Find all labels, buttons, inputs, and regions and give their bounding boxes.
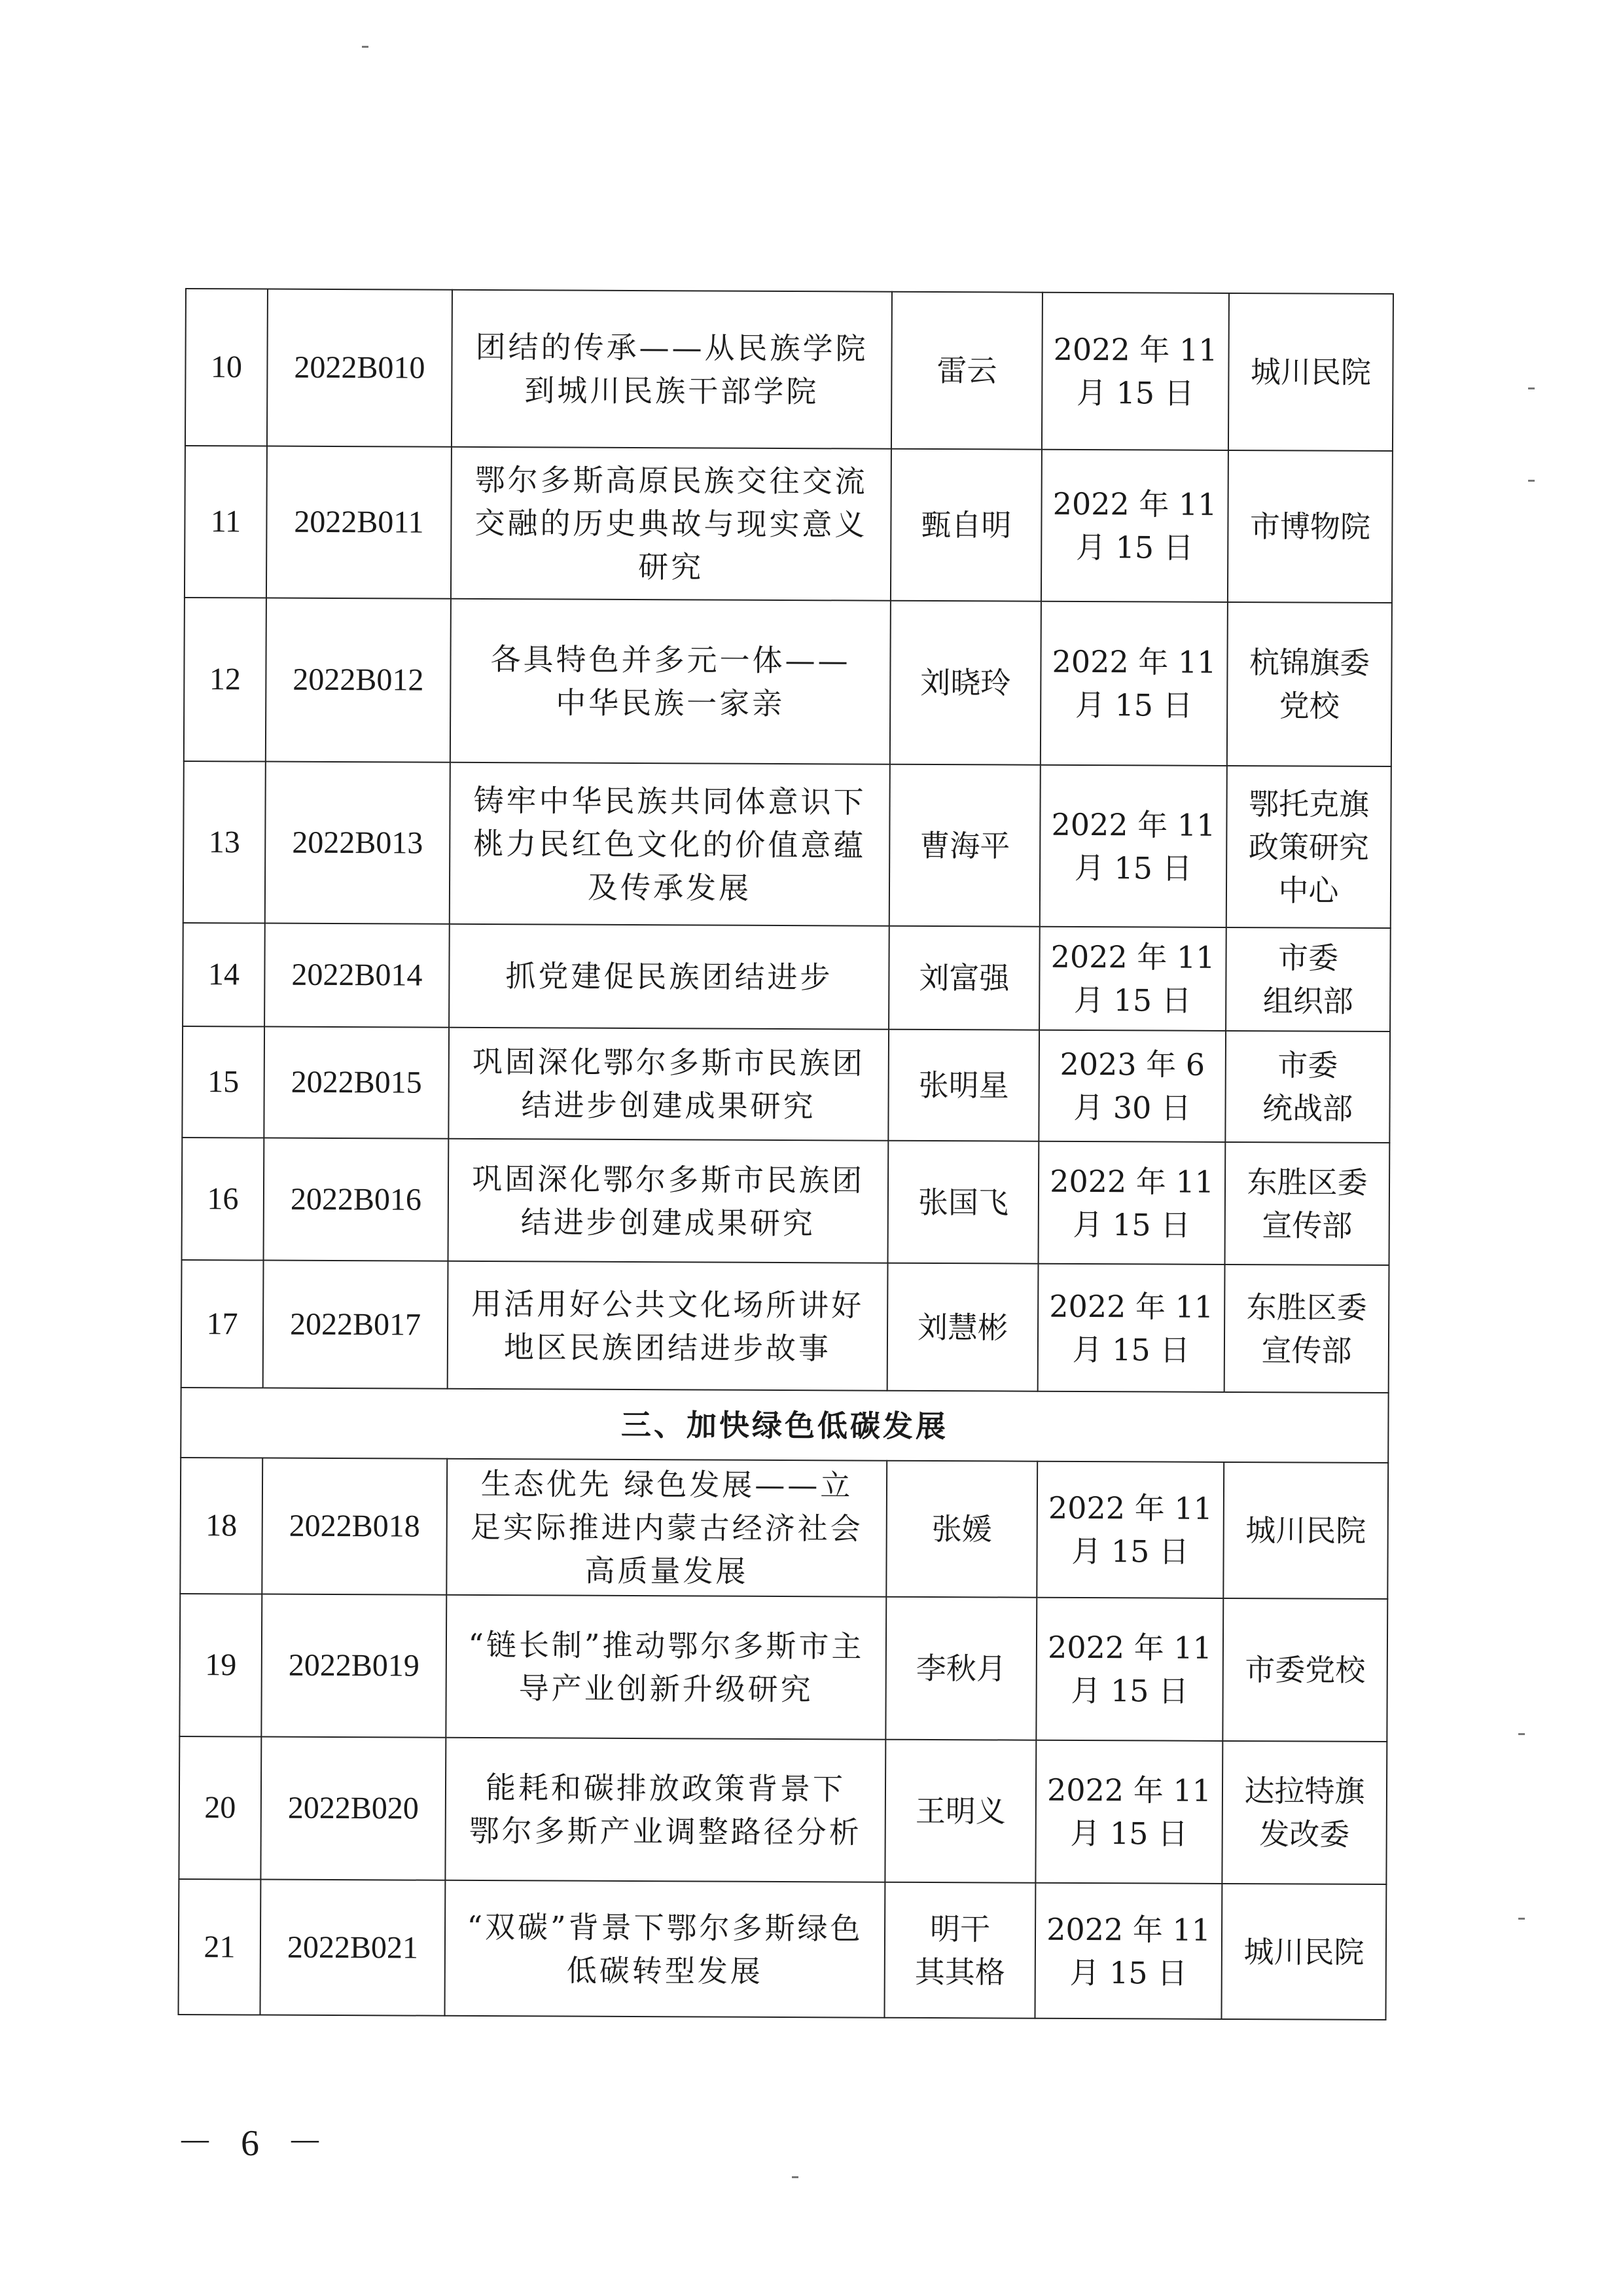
- project-code: 2022B017: [263, 1261, 448, 1389]
- due-date-line: 2022 年 11: [1052, 486, 1217, 522]
- project-title: [448, 1261, 888, 1391]
- unit-name-line: 市委: [1277, 940, 1339, 976]
- due-date-line: 月 15 日: [1073, 1206, 1191, 1243]
- project-code: 2022B012: [266, 598, 451, 762]
- table-row: [181, 1260, 1389, 1393]
- row-number: 13: [183, 761, 266, 924]
- due-date: [1039, 1141, 1226, 1265]
- project-title: [449, 924, 889, 1030]
- author-name-line: 张媛: [931, 1511, 992, 1547]
- row-number: 21: [178, 1879, 260, 2015]
- section-heading: 三、加快绿色低碳发展: [181, 1388, 1388, 1463]
- due-date: [1039, 927, 1226, 1031]
- table-section: [181, 1388, 1388, 1463]
- unit-name-line: 宣传部: [1262, 1207, 1353, 1244]
- table-body-after: [178, 1458, 1388, 2020]
- author-name: [888, 1030, 1039, 1141]
- row-number: 11: [185, 446, 267, 598]
- due-date-line: 月 15 日: [1074, 850, 1192, 886]
- unit-name-line: 统战部: [1262, 1090, 1353, 1126]
- due-date-line: 月 15 日: [1071, 1533, 1190, 1570]
- unit-name-line: 东胜区委: [1246, 1289, 1367, 1325]
- unit-name-line: 市博物院: [1249, 509, 1371, 545]
- project-title: [446, 1595, 886, 1740]
- due-date-line: 月 15 日: [1069, 1954, 1188, 1991]
- page-number: － 6 －: [177, 2123, 332, 2164]
- author-name: [886, 1461, 1037, 1598]
- scan-speck: [362, 46, 368, 48]
- scan-speck: [1518, 1918, 1525, 1920]
- scan-speck: [792, 2176, 798, 2178]
- author-name: [885, 1597, 1037, 1740]
- due-date: [1035, 1740, 1222, 1884]
- author-name: [888, 1141, 1039, 1264]
- due-date: [1038, 1264, 1225, 1392]
- due-date-line: 月 15 日: [1076, 374, 1194, 411]
- due-date: [1042, 293, 1229, 450]
- project-title: [451, 447, 891, 601]
- unit-name-line: 中心: [1278, 872, 1339, 908]
- author-name-line: 王明义: [915, 1793, 1006, 1829]
- due-date-line: 2022 年 11: [1050, 1163, 1215, 1200]
- project-code: 2022B011: [266, 446, 452, 599]
- author-name-line: 刘晓玲: [920, 664, 1011, 701]
- project-title-line: 足实际推进内蒙古经济社会: [470, 1509, 863, 1547]
- unit-name-line: 政策研究: [1248, 829, 1369, 865]
- due-date-line: 2022 年 11: [1046, 1772, 1212, 1808]
- unit-name-line: 城川民院: [1243, 1933, 1364, 1970]
- unit-name-line: 宣传部: [1261, 1332, 1352, 1369]
- project-title-line: 用活用好公共文化场所讲好: [471, 1285, 865, 1323]
- unit-name-line: 市委: [1277, 1047, 1338, 1083]
- table-row: [178, 1879, 1386, 2020]
- table-row: [179, 1594, 1387, 1742]
- table-row: [182, 1026, 1390, 1143]
- row-number: 14: [183, 923, 265, 1027]
- due-date-line: 月 15 日: [1075, 687, 1193, 723]
- project-title: [448, 1139, 889, 1263]
- author-name-line: 李秋月: [916, 1650, 1007, 1687]
- unit-name-line: 东胜区委: [1247, 1164, 1368, 1200]
- project-title-line: 高质量发展: [584, 1552, 749, 1589]
- scan-speck: [1528, 480, 1535, 482]
- project-title: [446, 1459, 887, 1597]
- unit-name-line: 城川民院: [1250, 354, 1372, 390]
- project-title-line: 生态优先 绿色发展——立: [480, 1465, 853, 1503]
- due-date-line: 2023 年 6: [1060, 1046, 1205, 1083]
- project-title-line: 团结的传承——从民族学院: [475, 329, 868, 367]
- due-date: [1037, 1462, 1224, 1598]
- due-date-line: 月 15 日: [1071, 1672, 1189, 1709]
- table-row: [185, 289, 1393, 451]
- table-row: [185, 446, 1393, 603]
- project-title-line: 鄂尔多斯高原民族交往交流: [474, 461, 868, 499]
- author-name: [890, 601, 1041, 765]
- unit-name: [1226, 927, 1391, 1031]
- unit-name-line: 市委党校: [1245, 1652, 1366, 1688]
- project-title-line: 低碳转型发展: [566, 1952, 763, 1989]
- unit-name: [1226, 766, 1391, 928]
- due-date: [1041, 450, 1228, 602]
- unit-name: [1223, 1462, 1388, 1599]
- author-name-line: 张国飞: [918, 1184, 1009, 1221]
- due-date-line: 2022 年 11: [1046, 1911, 1211, 1948]
- project-title-line: 能耗和碳排放政策背景下: [485, 1770, 846, 1807]
- due-date: [1036, 1598, 1223, 1741]
- due-date: [1040, 765, 1227, 927]
- project-title-line: 抓党建促民族团结进步: [505, 958, 833, 996]
- project-title-line: 地区民族团结进步故事: [503, 1329, 832, 1366]
- project-title-line: 巩固深化鄂尔多斯市民族团: [472, 1043, 865, 1081]
- unit-name: [1227, 602, 1392, 766]
- author-name: [887, 1263, 1039, 1391]
- project-title-line: 到城川民族干部学院: [524, 372, 819, 410]
- project-title-line: 中华民族一家亲: [556, 685, 785, 722]
- author-name: [891, 292, 1043, 450]
- due-date-line: 月 30 日: [1073, 1089, 1192, 1126]
- project-code: 2022B018: [262, 1458, 447, 1595]
- project-title-line: 铸牢中华民族共同体意识下: [473, 782, 866, 820]
- author-name: [889, 926, 1040, 1030]
- author-name-line: 刘富强: [919, 960, 1010, 996]
- project-code: 2022B019: [261, 1594, 446, 1738]
- unit-name-line: 达拉特旗: [1244, 1773, 1365, 1809]
- author-name: [889, 764, 1041, 927]
- table-row: [183, 761, 1391, 928]
- due-date-line: 2022 年 11: [1053, 331, 1218, 368]
- author-name-line: 曹海平: [919, 827, 1010, 864]
- row-number: 19: [179, 1594, 262, 1737]
- project-title: [452, 290, 892, 449]
- project-code: 2022B013: [265, 762, 450, 924]
- project-code: 2022B010: [267, 289, 452, 447]
- author-name-line: 甄自明: [921, 507, 1012, 543]
- table-body-before: [181, 289, 1393, 1393]
- unit-name-line: 鄂托克旗: [1248, 785, 1370, 822]
- unit-name-line: 党校: [1279, 688, 1340, 724]
- row-number: 12: [184, 598, 266, 762]
- due-date-line: 月 15 日: [1073, 982, 1192, 1018]
- project-title-line: 各具特色并多元一体——: [490, 641, 851, 679]
- due-date-line: 月 15 日: [1075, 529, 1194, 565]
- project-title: [450, 599, 891, 764]
- author-name: [885, 1740, 1036, 1883]
- unit-name-line: 城川民院: [1245, 1513, 1366, 1549]
- table-row: [183, 923, 1391, 1031]
- table-row: [179, 1736, 1387, 1884]
- table-row: [184, 598, 1392, 766]
- project-title-line: “链长制”推动鄂尔多斯市主: [468, 1626, 865, 1664]
- unit-name-line: 发改委: [1259, 1816, 1350, 1852]
- project-title-line: 研究: [638, 549, 704, 585]
- due-date-line: 2022 年 11: [1048, 1490, 1213, 1526]
- due-date-line: 2022 年 11: [1050, 939, 1215, 975]
- row-number: 15: [182, 1026, 264, 1138]
- due-date: [1039, 1030, 1226, 1142]
- due-date-line: 2022 年 11: [1051, 806, 1216, 843]
- project-title-line: 结进步创建成果研究: [520, 1204, 815, 1241]
- due-date-line: 月 15 日: [1072, 1331, 1190, 1368]
- project-title: [448, 1028, 889, 1141]
- due-date-line: 2022 年 11: [1047, 1629, 1212, 1666]
- project-title-line: 巩固深化鄂尔多斯市民族团: [471, 1160, 865, 1198]
- project-title-line: 交融的历史典故与现实意义: [474, 505, 868, 543]
- row-number: 20: [179, 1736, 261, 1880]
- project-title: [444, 1880, 885, 2018]
- due-date: [1035, 1883, 1222, 2019]
- project-code: 2022B021: [260, 1880, 445, 2016]
- row-number: 10: [185, 289, 268, 446]
- unit-name: [1225, 1031, 1390, 1143]
- project-code: 2022B014: [264, 924, 450, 1028]
- project-code: 2022B020: [260, 1737, 446, 1880]
- table-row: [182, 1138, 1390, 1265]
- unit-name: [1221, 1884, 1386, 2020]
- project-table: [177, 288, 1393, 2020]
- author-name-line: 其其格: [914, 1954, 1005, 1990]
- due-date-line: 月 15 日: [1070, 1815, 1188, 1852]
- project-title-line: 鄂尔多斯产业调整路径分析: [469, 1812, 862, 1850]
- unit-name: [1222, 1598, 1387, 1742]
- unit-name: [1222, 1741, 1387, 1884]
- project-code: 2022B016: [264, 1138, 449, 1261]
- due-date-line: 2022 年 11: [1052, 643, 1217, 680]
- project-title: [445, 1738, 885, 1882]
- due-date: [1041, 601, 1228, 766]
- project-title-line: 导产业创新升级研究: [518, 1670, 813, 1708]
- section-row: [181, 1388, 1388, 1463]
- project-title-line: 结进步创建成果研究: [521, 1087, 816, 1124]
- project-title: [450, 762, 890, 926]
- project-title-line: “双碳”背景下鄂尔多斯绿色: [467, 1909, 863, 1946]
- author-name-line: 雷云: [936, 353, 997, 389]
- unit-name-line: 杭锦旗委: [1249, 645, 1370, 681]
- row-number: 16: [182, 1138, 264, 1261]
- table-row: [180, 1458, 1388, 1599]
- scan-speck: [1518, 1733, 1525, 1735]
- project-code: 2022B015: [264, 1027, 449, 1139]
- author-name: [891, 449, 1042, 601]
- author-name-line: 明干: [929, 1910, 991, 1946]
- row-number: 17: [181, 1260, 264, 1388]
- scan-speck: [1528, 387, 1535, 389]
- row-number: 18: [180, 1458, 262, 1594]
- author-name: [884, 1882, 1035, 2018]
- unit-name: [1224, 1265, 1389, 1393]
- unit-name-line: 组织部: [1262, 983, 1353, 1019]
- unit-name: [1228, 450, 1393, 603]
- due-date-line: 2022 年 11: [1049, 1288, 1214, 1325]
- project-title-line: 及传承发展: [587, 869, 752, 906]
- unit-name: [1225, 1142, 1390, 1265]
- author-name-line: 刘慧彬: [917, 1309, 1008, 1345]
- project-title-line: 桃力民红色文化的价值意蕴: [473, 825, 866, 863]
- unit-name: [1228, 293, 1393, 451]
- author-name-line: 张明星: [918, 1067, 1009, 1103]
